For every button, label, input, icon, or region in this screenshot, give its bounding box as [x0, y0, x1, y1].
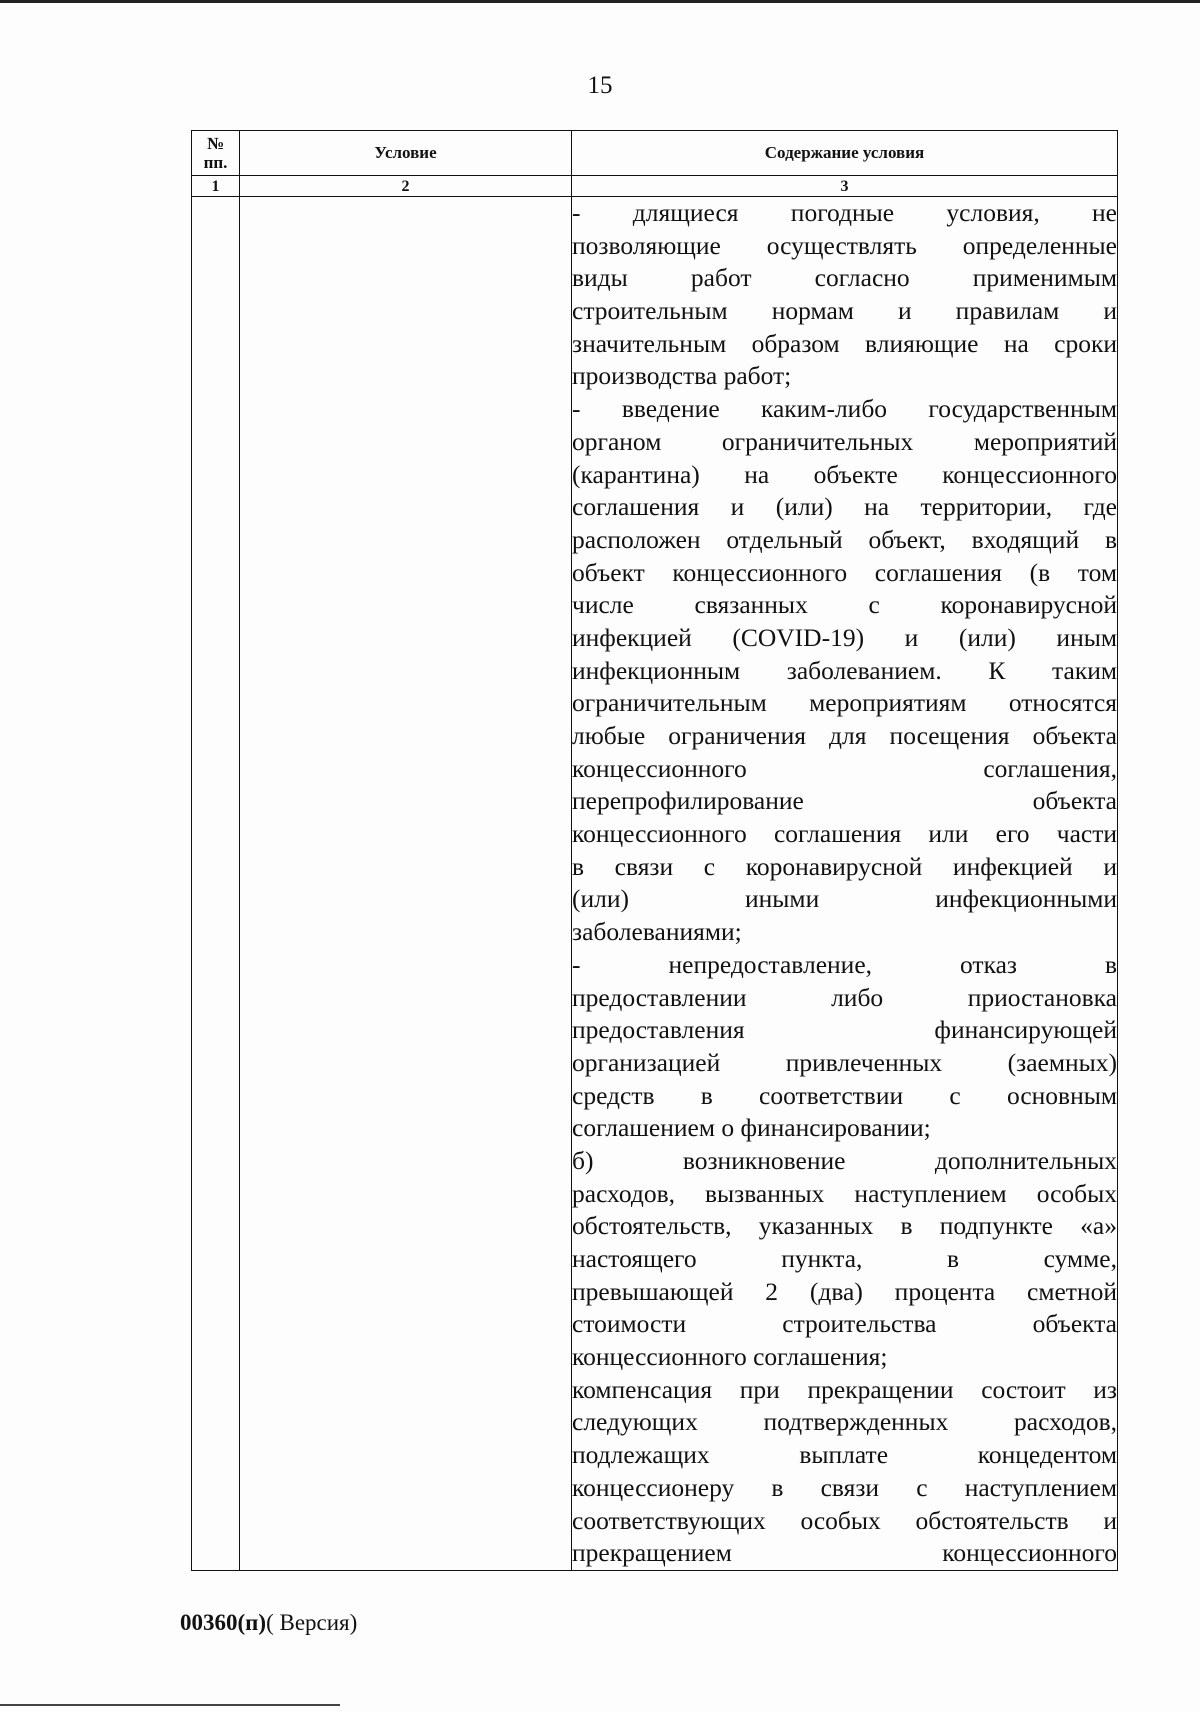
- header-number-column: [192, 131, 240, 176]
- header-condition-content: Содержание условия: [572, 131, 1118, 176]
- content-line: - длящиеся погодные условия, не: [572, 198, 1117, 227]
- footer-code: 00360(п): [180, 1610, 267, 1635]
- content-line: следующих подтвержденных расходов,: [572, 1407, 1117, 1437]
- content-line: концессионного соглашения,: [572, 753, 1117, 783]
- content-line: позволяющие осуществлять определенные: [572, 230, 1117, 260]
- content-line: б) возникновение дополнительных: [572, 1145, 1117, 1175]
- column-number-3: 3: [572, 176, 1118, 197]
- content-line: строительным нормам и правилам и: [572, 296, 1117, 326]
- header-number-sign: №: [206, 134, 225, 153]
- content-line: соответствующих особых обстоятельств и: [572, 1505, 1117, 1535]
- top-scan-edge: [0, 0, 1200, 3]
- content-line: предоставлении либо приостановка: [572, 982, 1117, 1012]
- content-line: соглашения и (или) на территории, где: [572, 492, 1117, 522]
- content-line: числе связанных с коронавирусной: [572, 590, 1117, 620]
- header-condition: Условие: [240, 131, 572, 176]
- content-line: объект концессионного соглашения (в том: [572, 557, 1117, 587]
- content-line: стоимости строительства объекта: [572, 1309, 1117, 1339]
- column-number-2: 2: [240, 176, 572, 197]
- content-line: (карантина) на объекте концессионного: [572, 459, 1117, 489]
- content-line: концессионного соглашения;: [572, 1342, 888, 1372]
- content-line: соглашением о финансировании;: [572, 1113, 931, 1143]
- content-line: - введение каким-либо государственным: [572, 394, 1117, 424]
- content-line: (или) иными инфекционными: [572, 884, 1117, 914]
- content-line: обстоятельств, указанных в подпункте «а»: [572, 1211, 1117, 1241]
- content-line: органом ограничительных мероприятий: [572, 426, 1117, 456]
- content-line: инфекцией (COVID-19) и (или) иным: [572, 622, 1117, 652]
- content-text: [572, 197, 1117, 1570]
- content-line: предоставления финансирующей: [572, 1015, 1117, 1045]
- row-condition-cell: [240, 197, 572, 1571]
- content-line: концессионного соглашения или его части: [572, 819, 1117, 849]
- content-line: виды работ согласно применимым: [572, 263, 1117, 293]
- document-footer: [180, 1610, 357, 1636]
- content-line: любые ограничения для посещения объекта: [572, 721, 1117, 750]
- content-line: настоящего пункта, в сумме,: [572, 1244, 1117, 1273]
- row-content-cell: [572, 197, 1118, 1571]
- header-number-abbrev: пп.: [203, 153, 228, 172]
- column-number-1: 1: [192, 176, 240, 197]
- bottom-scan-edge: [0, 1704, 340, 1706]
- content-line: средств в соответствии с основным: [572, 1080, 1117, 1110]
- table-row: [192, 197, 1118, 1571]
- content-line: организацией привлеченных (заемных): [572, 1047, 1117, 1077]
- content-line: - непредоставление, отказ в: [572, 949, 1117, 979]
- content-line: ограничительным мероприятиям относятся: [572, 688, 1117, 718]
- footer-version: ( Версия): [266, 1610, 358, 1635]
- content-line: перепрофилирование объекта: [572, 786, 1117, 816]
- row-number-cell: [192, 197, 240, 1571]
- content-line: прекращением концессионного: [572, 1538, 1117, 1568]
- table-header-row: [192, 131, 1118, 176]
- page-number: 15: [587, 72, 613, 99]
- content-line: значительным образом влияющие на сроки: [572, 328, 1117, 358]
- content-line: заболеваниями;: [572, 917, 742, 947]
- column-number-row: [192, 176, 1118, 197]
- content-line: производства работ;: [572, 361, 792, 391]
- content-line: подлежащих выплате концедентом: [572, 1440, 1117, 1470]
- conditions-table: [191, 130, 1118, 1571]
- content-line: расположен отдельный объект, входящий в: [572, 524, 1117, 554]
- content-line: расходов, вызванных наступлением особых: [572, 1178, 1117, 1208]
- content-line: инфекционным заболеванием. К таким: [572, 655, 1117, 685]
- content-line: концессионеру в связи с наступлением: [572, 1472, 1117, 1502]
- content-line: в связи с коронавирусной инфекцией и: [572, 851, 1117, 881]
- content-line: компенсация при прекращении состоит из: [572, 1374, 1117, 1404]
- content-line: превышающей 2 (два) процента сметной: [572, 1276, 1117, 1306]
